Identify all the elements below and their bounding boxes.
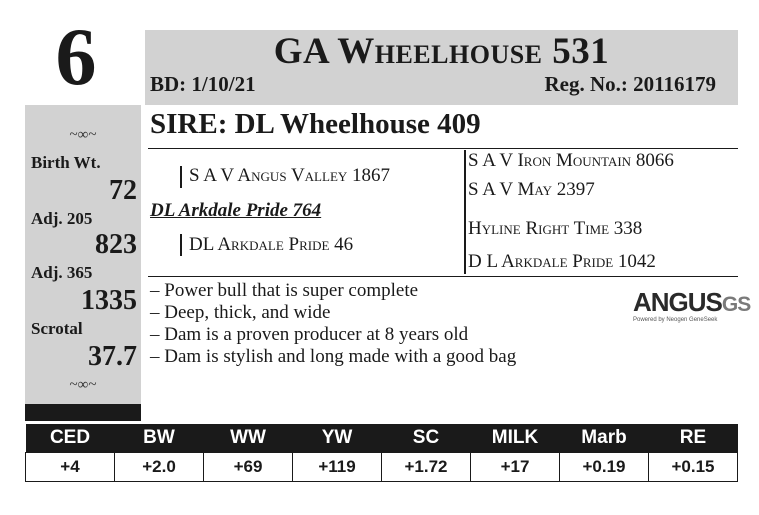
note-item: – Dam is a proven producer at 8 years old	[150, 324, 469, 345]
epd-value-row	[26, 453, 738, 482]
angus-gs-logo	[633, 287, 751, 323]
logo-wordmark	[633, 287, 751, 317]
epd-value-bw: +2.0	[115, 453, 204, 482]
epd-header-row	[26, 424, 738, 453]
registration-number: Reg. No.: 20116179	[544, 72, 716, 96]
epd-value-re: +0.15	[649, 453, 738, 482]
sire-line: SIRE: DL Wheelhouse 409	[150, 108, 481, 140]
ornament-bottom: ~∞~	[69, 377, 97, 393]
epd-header-ced: CED	[26, 424, 115, 453]
epd-header-sc: SC	[382, 424, 471, 453]
stat-value-birth-weight: 72	[109, 175, 137, 206]
birth-date: BD: 1/10/21	[150, 72, 256, 96]
epd-header-re: RE	[649, 424, 738, 453]
pedigree-dam-dam: DL Arkdale Pride 46	[189, 234, 354, 255]
epd-value-ced: +4	[26, 453, 115, 482]
epd-header-yw: YW	[293, 424, 382, 453]
pedigree-top-rule	[148, 148, 738, 149]
logo-tagline: Powered by Neogen GeneSeek	[633, 317, 718, 323]
epd-value-yw: +119	[293, 453, 382, 482]
pedigree-divider	[464, 150, 466, 274]
epd-value-sc: +1.72	[382, 453, 471, 482]
pedigree-dam-dam-dam: D L Arkdale Pride 1042	[468, 251, 656, 272]
note-item: – Dam is stylish and long made with a good bag	[150, 346, 517, 367]
stat-value-adj-365: 1335	[81, 285, 137, 316]
epd-value-ww: +69	[204, 453, 293, 482]
logo-suffix: GS	[721, 293, 751, 316]
pedigree-tick-dam	[180, 234, 182, 256]
stat-value-scrotal: 37.7	[88, 341, 137, 372]
pedigree-sire-sire-sire: S A V Iron Mountain 8066	[468, 150, 674, 171]
stats-column	[25, 105, 141, 421]
epd-header-marb: Marb	[560, 424, 649, 453]
epd-value-marb: +0.19	[560, 453, 649, 482]
pedigree-sire-sire: S A V Angus Valley 1867	[189, 165, 391, 186]
pedigree-tick-sire	[180, 166, 182, 188]
pedigree-dam-sire: Hyline Right Time 338	[468, 218, 643, 239]
stat-label-scrotal: Scrotal	[31, 319, 83, 338]
logo-main-text: ANGUS	[633, 287, 722, 317]
stat-label-birth-weight: Birth Wt.	[31, 153, 101, 172]
note-item: – Power bull that is super complete	[150, 280, 419, 301]
pedigree-bottom-rule	[148, 276, 738, 277]
animal-name: GA Wheelhouse 531	[273, 31, 610, 72]
epd-header-bw: BW	[115, 424, 204, 453]
ornament-top: ~∞~	[69, 127, 97, 143]
lot-number: 6	[55, 11, 97, 102]
stat-value-adj-205: 823	[95, 229, 137, 260]
epd-header-ww: WW	[204, 424, 293, 453]
stat-label-adj-365: Adj. 365	[31, 263, 93, 282]
epd-table	[25, 424, 738, 482]
stat-label-adj-205: Adj. 205	[31, 209, 93, 228]
pedigree-sire-sire-dam: S A V May 2397	[468, 179, 595, 200]
header-band	[145, 30, 738, 105]
left-column-bottom-bar	[25, 404, 141, 421]
epd-header-milk: MILK	[471, 424, 560, 453]
pedigree-dam: DL Arkdale Pride 764	[150, 200, 322, 221]
epd-value-milk: +17	[471, 453, 560, 482]
note-item: – Deep, thick, and wide	[150, 302, 331, 323]
